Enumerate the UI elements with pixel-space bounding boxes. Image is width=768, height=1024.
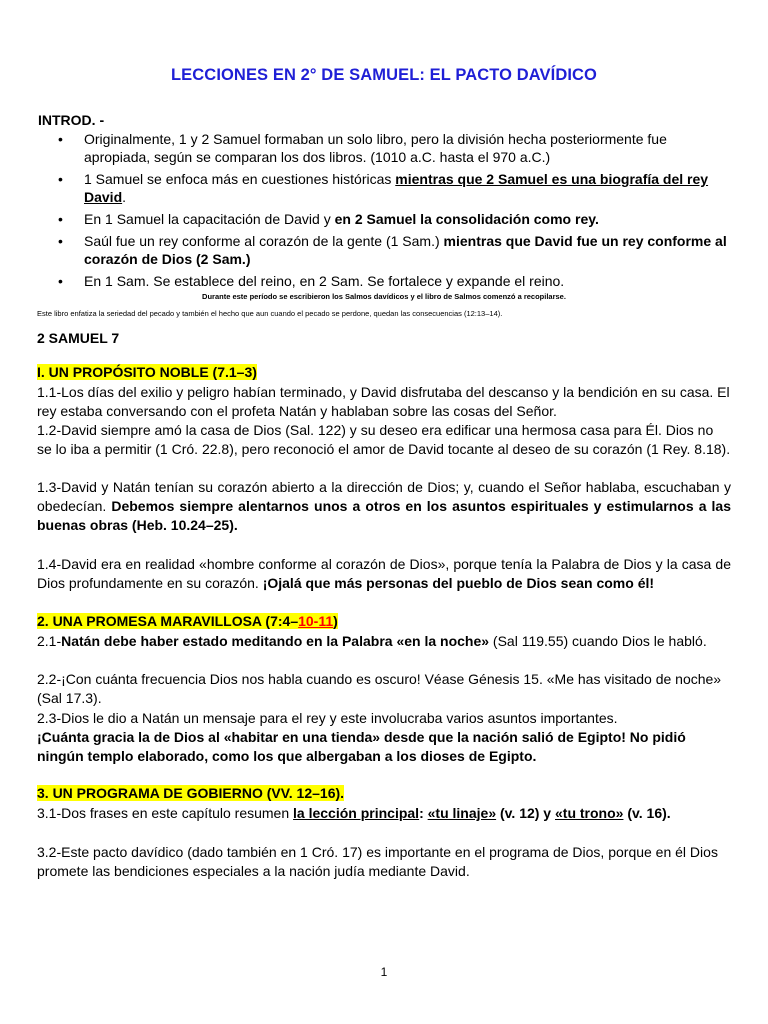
document-title: LECCIONES EN 2° DE SAMUEL: EL PACTO DAVÍDICO	[171, 66, 597, 84]
bullet-icon: •	[58, 171, 63, 187]
intro-bullet-list	[38, 130, 734, 294]
bullet-item-2: • 1 Samuel se enfoca más en cuestiones históricas mientras que 2 Samuel es una biografía del rey David.	[58, 171, 709, 205]
bullet-icon: •	[58, 233, 63, 249]
page-number: 1	[380, 965, 388, 979]
bullet-icon: •	[58, 273, 63, 289]
bullet-icon: •	[58, 211, 63, 227]
bullet-item-1: • Originalmente, 1 y 2 Samuel formaban un solo libro, pero la división hecha posteriormente fue apropiada, según se comparan los dos libros. (1010 a.C. hasta el 970 a.C.)	[58, 131, 667, 165]
paragraph-1-1: 1.1-Los días del exilio y peligro habían terminado, y David disfrutaba del descanso y la bendición en su casa. El rey estaba conversando con el profeta Natán y hablaban sobre las cosas del Señor.	[37, 384, 730, 419]
small-note-consequences: Este libro enfatiza la seriedad del pecado y también el hecho que aun cuando el pecado se perdone, quedan las consecuencias (12:13–14).	[37, 309, 503, 318]
chapter-heading: 2 SAMUEL 7	[37, 330, 120, 346]
bullet-item-4: • Saúl fue un rey conforme al corazón de la gente (1 Sam.) mientras que David fue un rey conforme al corazón de Dios (2 Sam.)	[58, 233, 727, 267]
paragraph-1-3: 1.3-David y Natán tenían su corazón abierto a la dirección de Dios; y, cuando el Señor hablaba, escuchaban y obedecían. Debemos siempre alentarnos unos a otros en los asuntos espirituales y estimularnos a las buenas obras (Heb. 10.24–25).	[37, 479, 731, 533]
paragraph-2-1: 2.1-Natán debe haber estado meditando en la Palabra «en la noche» (Sal 119.55) cuando Dios le habló.	[37, 633, 707, 649]
section-2-heading: 2. UNA PROMESA MARAVILLOSA (7:4–10-11)	[37, 613, 338, 629]
paragraph-3-2: 3.2-Este pacto davídico (dado también en 1 Cró. 17) es importante en el programa de Dios, porque en él Dios promete las bendiciones especiales a la nación judía mediante David.	[37, 844, 718, 879]
introduction-heading: INTROD. -	[38, 112, 105, 128]
small-note-psalms: Durante este período se escribieron los Salmos davídicos y el libro de Salmos comenzó a recopilarse.	[202, 292, 566, 301]
bullet-icon: •	[58, 131, 63, 147]
bullet-item-5: • En 1 Sam. Se establece del reino, en 2 Sam. Se fortalece y expande el reino.	[58, 273, 565, 289]
section-1-heading: I. UN PROPÓSITO NOBLE (7.1–3)	[37, 364, 257, 380]
section-3-heading: 3. UN PROGRAMA DE GOBIERNO (VV. 12–16).	[37, 785, 345, 801]
bullet-item-3: • En 1 Samuel la capacitación de David y en 2 Samuel la consolidación como rey.	[58, 211, 599, 227]
paragraph-2-4: ¡Cuánta gracia la de Dios al «habitar en una tienda» desde que la nación salió de Egipto! No pidió ningún templo elaborado, como los que albergaban a los dioses de Egipto.	[37, 729, 686, 764]
paragraph-3-1: 3.1-Dos frases en este capítulo resumen la lección principal: «tu linaje» (v. 12) y «tu trono» (v. 16).	[37, 805, 671, 821]
paragraph-2-2: 2.2-¡Con cuánta frecuencia Dios nos habla cuando es oscuro! Véase Génesis 15. «Me has visitado de noche» (Sal 17.3).	[37, 671, 722, 706]
paragraph-1-2: 1.2-David siempre amó la casa de Dios (Sal. 122) y su deseo era edificar una hermosa casa para Él. Dios no se lo iba a permitir (1 Cró. 22.8), pero reconoció el amor de David tocante al deseo de su corazón (1 Rey. 8.18).	[37, 422, 731, 457]
paragraph-1-4: 1.4-David era en realidad «hombre conforme al corazón de Dios», porque tenía la Palabra de Dios y la casa de Dios profundamente en su corazón. ¡Ojalá que más personas del pueblo de Dios sean como él!	[37, 556, 731, 591]
paragraph-2-3: 2.3-Dios le dio a Natán un mensaje para el rey y este involucraba varios asuntos importantes.	[37, 710, 618, 726]
